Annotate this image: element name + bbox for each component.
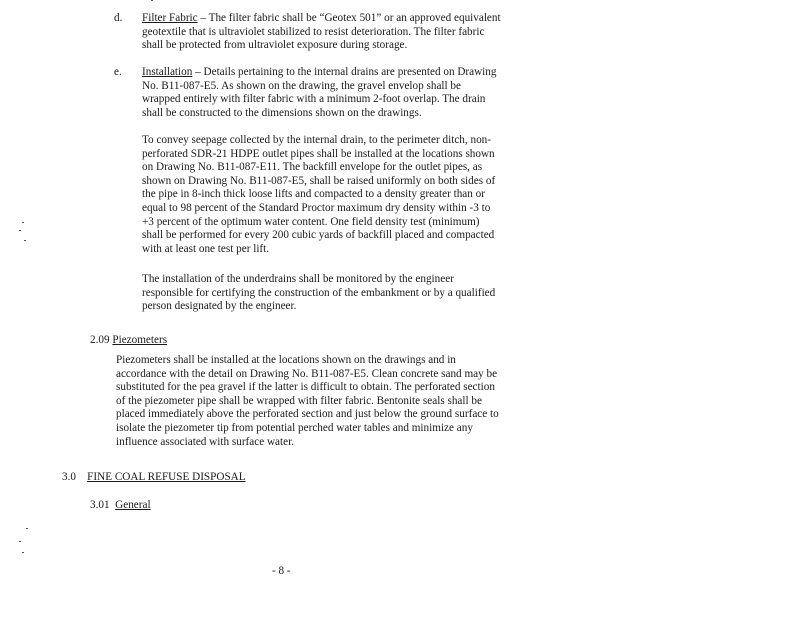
section-3-01-title: General — [115, 499, 151, 511]
item-e-p2-line-7: +3 percent of the optimum water content. One field density test (minimum) — [142, 215, 480, 228]
section-3-0-title: FINE COAL REFUSE DISPOSAL — [87, 471, 246, 483]
item-e-p2-line-9: with at least one test per lift. — [142, 242, 270, 255]
section-2-09-line-6: isolate the piezometer tip from potential perched water tables and minimize any — [116, 421, 473, 434]
section-2-09-heading — [90, 334, 167, 348]
scan-speck — [19, 541, 21, 542]
section-2-09-line-1: Piezometers shall be installed at the locations shown on the drawings and in — [116, 354, 456, 366]
section-2-09-title: Piezometers — [112, 334, 168, 346]
section-3-01-heading — [90, 499, 151, 513]
section-2-09-line-7: influence associated with surface water. — [116, 435, 294, 448]
item-e-p2-line-1: To convey seepage collected by the internal drain, to the perimeter ditch, non- — [142, 134, 492, 146]
item-d-marker: d. — [114, 12, 123, 24]
item-d-line-3: shall be protected from ultraviolet exposure during storage. — [142, 39, 408, 52]
scan-speck — [22, 222, 24, 223]
item-e-p2-line-5: the pipe in 8-inch thick loose lifts and compacted to a density greater than or — [142, 188, 485, 201]
item-e-p2-line-4: shown on Drawing No. B11-087-E5, shall be raised uniformly on both sides of — [142, 174, 496, 187]
item-e-line-1: Installation – Details pertaining to the internal drains are presented on Drawing — [142, 66, 497, 78]
item-e-p3-line-2: responsible for certifying the construction of the embankment or by a qualified — [142, 286, 496, 299]
item-e-line-2: No. B11-087-E5. As shown on the drawing, the gravel envelop shall be — [142, 79, 461, 92]
item-e-title: Installation — [142, 66, 193, 78]
item-e-paragraph-1 — [142, 66, 496, 120]
scan-speck — [24, 240, 26, 241]
scan-speck — [19, 230, 21, 231]
section-2-09-paragraph — [116, 354, 499, 449]
item-e-line-4: shall be constructed to the dimensions shown on the drawings. — [142, 106, 422, 119]
section-2-09-line-3: substituted for the pea gravel if the latter is difficult to obtain. The perforated section — [116, 381, 495, 394]
item-d-title: Filter Fabric — [142, 12, 198, 24]
item-e-p2-line-8: shall be performed for every 200 cubic yards of backfill placed and compacted — [142, 229, 495, 242]
item-e-p2-line-3: on Drawing No. B11-087-E11. The backfill envelope for the outlet pipes, as — [142, 161, 483, 174]
item-e-p2-line-6: equal to 98 percent of the Standard Proctor maximum dry density within -3 to — [142, 201, 491, 214]
item-d-line-2: geotextile that is ultraviolet stabilized to resist deterioration. The filter fabric — [142, 25, 485, 38]
section-2-09-number: 2.09 — [90, 334, 110, 346]
section-2-09-line-2: accordance with the detail on Drawing No. B11-087-E5. Clean concrete sand may be — [116, 367, 498, 380]
page-number: - 8 - — [272, 565, 291, 577]
scan-speck — [26, 528, 28, 529]
item-e-paragraph-3 — [142, 273, 495, 314]
scan-speck — [22, 552, 24, 553]
item-e-marker: e. — [114, 66, 122, 78]
section-2-09-line-4: of the piezometer pipe shall be wrapped with filter fabric. Bentonite seals shall be — [116, 394, 482, 407]
item-d-line-1: Filter Fabric – The filter fabric shall be “Geotex 501” or an approved equivalent — [142, 12, 501, 24]
item-e-line-3: wrapped entirely with filter fabric with a minimum 2-foot overlap. The drain — [142, 93, 486, 106]
section-3-0-number: 3.0 — [62, 471, 76, 483]
item-d-paragraph — [142, 12, 501, 53]
scan-speck — [151, 0, 153, 1]
section-3-01-number: 3.01 — [90, 499, 110, 511]
item-e-paragraph-2 — [142, 134, 495, 256]
item-e-p2-line-2: perforated SDR-21 HDPE outlet pipes shall be installed at the locations shown — [142, 147, 495, 160]
item-e-p3-line-1: The installation of the underdrains shall be monitored by the engineer — [142, 273, 454, 285]
item-e-p3-line-3: person designated by the engineer. — [142, 300, 297, 313]
section-2-09-line-5: placed immediately above the perforated section and just below the ground surface to — [116, 408, 499, 421]
section-3-0-heading — [62, 471, 246, 485]
